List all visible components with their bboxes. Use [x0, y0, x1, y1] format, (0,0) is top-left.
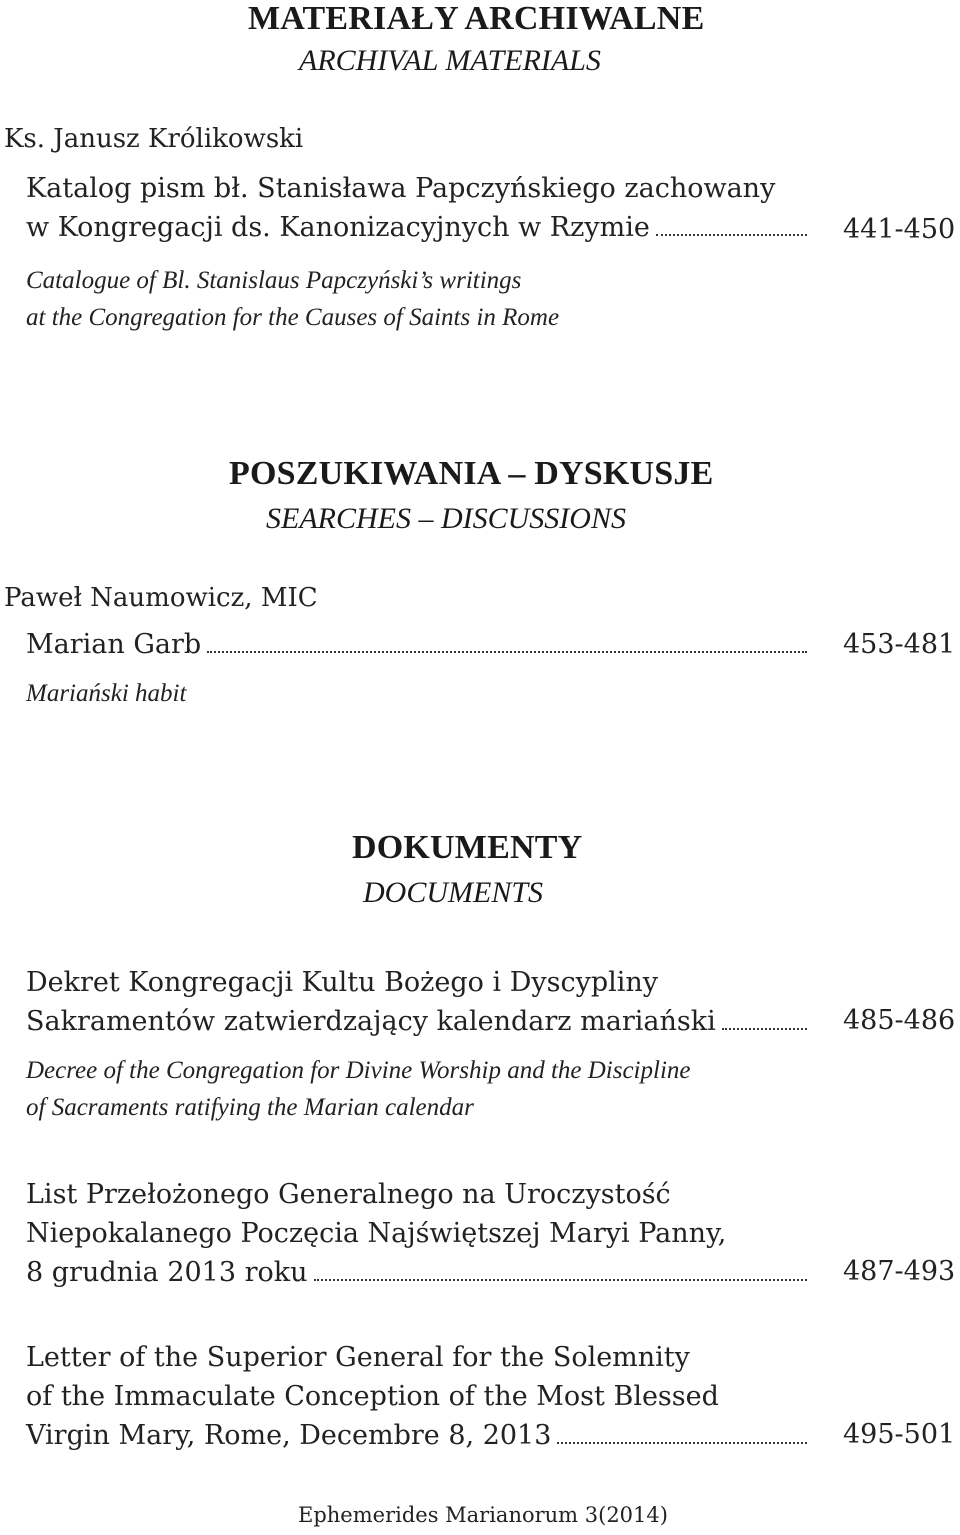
dot-leader [656, 234, 807, 236]
section-subtitle-documents: DOCUMENTS [363, 876, 544, 909]
entry-author: Paweł Naumowicz, MIC [4, 583, 318, 613]
dot-leader [557, 1442, 807, 1444]
entry-pages: 453-481 [843, 629, 956, 660]
entry-title-line-with-leader [26, 1416, 811, 1455]
entry-title-line: Letter of the Superior General for the Solemnity [26, 1342, 690, 1373]
entry-title[interactable] [26, 169, 811, 247]
entry-title[interactable] [26, 1338, 811, 1455]
entry-title-line-with-leader [26, 1253, 811, 1292]
dot-leader [207, 651, 807, 653]
entry-title[interactable] [26, 1175, 811, 1292]
entry-title-line: Niepokalanego Poczęcia Najświętszej Maryi Panny, [26, 1218, 727, 1249]
entry-pages: 495-501 [843, 1419, 956, 1450]
entry-translation [26, 1052, 691, 1126]
entry-title[interactable] [26, 625, 811, 664]
dot-leader [314, 1279, 807, 1281]
entry-translation [26, 262, 559, 336]
entry-title-line: of the Immaculate Conception of the Most Blessed [26, 1381, 719, 1412]
entry-translation-line: Catalogue of Bl. Stanislaus Papczyński’s writings [26, 267, 522, 294]
section-subtitle-archival: ARCHIVAL MATERIALS [299, 44, 601, 77]
entry-title-text: w Kongregacji ds. Kanonizacyjnych w Rzymie [26, 212, 650, 243]
section-title-searches: POSZUKIWANIA – DYSKUSJE [229, 455, 714, 492]
entry-title-line-with-leader [26, 1002, 811, 1041]
entry-translation [26, 675, 186, 712]
entry-title-text: Marian Garb [26, 629, 202, 660]
entry-title-text: Sakramentów zatwierdzający kalendarz mariański [26, 1006, 716, 1037]
entry-translation-line: of Sacraments ratifying the Marian calendar [26, 1094, 474, 1121]
entry-title-line-with-leader [26, 208, 811, 247]
entry-translation-line: Mariański habit [26, 680, 187, 707]
entry-title-text: 8 grudnia 2013 roku [26, 1257, 308, 1288]
entry-title-text: Virgin Mary, Rome, Decembre 8, 2013 [26, 1420, 552, 1451]
entry-title-line: List Przełożonego Generalnego na Uroczystość [26, 1179, 671, 1210]
entry-author: Ks. Janusz Królikowski [4, 124, 304, 154]
entry-translation-line: Decree of the Congregation for Divine Worship and the Discipline [26, 1057, 691, 1084]
running-footer: Ephemerides Marianorum 3(2014) [298, 1503, 668, 1527]
dot-leader [722, 1028, 807, 1030]
entry-title-line-with-leader [26, 625, 811, 664]
entry-title[interactable] [26, 963, 811, 1041]
section-subtitle-searches: SEARCHES – DISCUSSIONS [266, 502, 626, 535]
entry-translation-line: at the Congregation for the Causes of Saints in Rome [26, 304, 560, 331]
entry-pages: 441-450 [843, 214, 956, 245]
section-title-archival: MATERIAŁY ARCHIWALNE [248, 0, 705, 37]
entry-title-line: Katalog pism bł. Stanisława Papczyńskiego zachowany [26, 173, 776, 204]
entry-pages: 485-486 [843, 1005, 956, 1036]
section-title-documents: DOKUMENTY [352, 829, 583, 866]
entry-title-line: Dekret Kongregacji Kultu Bożego i Dyscypliny [26, 967, 659, 998]
entry-pages: 487-493 [843, 1256, 956, 1287]
